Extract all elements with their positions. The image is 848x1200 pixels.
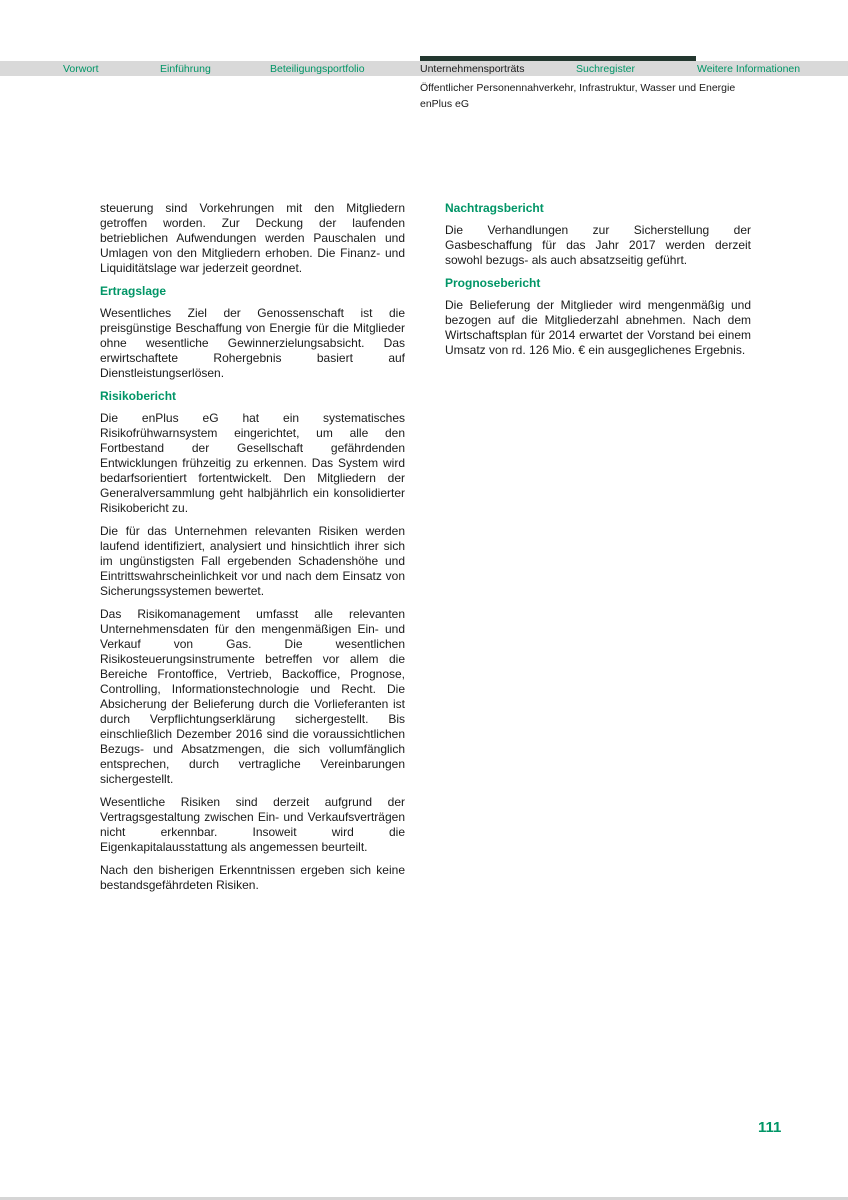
paragraph-ertragslage: Wesentliches Ziel der Genossenschaft ist die preisgünstige Beschaffung von Energie für die Mitglieder ohne wesentliche Gewinnerzielungsabsicht. Das erwirtschaftete Rohergebnis basiert auf Dienstleistungserlösen. bbox=[100, 306, 405, 380]
section-company: enPlus eG bbox=[420, 98, 470, 110]
paragraph-risiko-2: Die für das Unternehmen relevanten Risiken werden laufend identifiziert, analysiert und hinsichtlich ihrer sich im ungünstigsten Fall ergebenden Schadenshöhe und Eintrittswahrscheinlichkeit vor und nach dem Einsatz von Sicherungssystemen bewertet. bbox=[100, 524, 405, 598]
nav-item-unternehmensportraets[interactable]: Unternehmensporträts bbox=[420, 63, 525, 75]
paragraph-risiko-1: Die enPlus eG hat ein systematisches Risikofrühwarnsystem eingerichtet, um alle den Fortbestand der Gesellschaft gefährdenden Entwicklungen frühzeitig zu erkennen. Das System wird bedarfsorientiert fortentwickelt. Den Mitgliedern der Generalversammlung geht halbjährlich ein konsolidierter Risikobericht zu. bbox=[100, 411, 405, 515]
nav-item-suchregister[interactable]: Suchregister bbox=[576, 63, 635, 75]
nav-item-vorwort[interactable]: Vorwort bbox=[63, 63, 99, 75]
heading-ertragslage: Ertragslage bbox=[100, 284, 167, 298]
heading-risikobericht: Risikobericht bbox=[100, 389, 177, 403]
paragraph-risiko-3: Das Risikomanagement umfasst alle relevanten Unternehmensdaten für den mengenmäßigen Ein- und Verkauf von Gas. Die wesentlichen Risikosteuerungsinstrumente betreffen vor allem die Bereiche Frontoffice, Vertrieb, Backoffice, Prognose, Controlling, Informationstechnologie und Recht. Die Absicherung der Belieferung durch die Vorlieferanten ist durch Verpflichtungserklärung sichergestellt. Bis einschließlich Dezember 2016 sind die voraussichtlichen Bezugs- und Absatzmengen, die sich vollumfänglich entsprechen, durch vertragliche Vereinbarungen sichergestellt. bbox=[100, 607, 405, 786]
left-column bbox=[100, 201, 405, 901]
paragraph-risiko-5: Nach den bisherigen Erkenntnissen ergeben sich keine bestandsgefährdeten Risiken. bbox=[100, 863, 405, 892]
page-number: 111 bbox=[758, 1119, 782, 1136]
section-category: Öffentlicher Personennahverkehr, Infrastruktur, Wasser und Energie bbox=[420, 82, 736, 94]
right-column bbox=[445, 201, 751, 366]
nav-item-beteiligungsportfolio[interactable]: Beteiligungsportfolio bbox=[270, 63, 365, 75]
paragraph-prognosebericht: Die Belieferung der Mitglieder wird mengenmäßig und bezogen auf die Mitgliederzahl abnehmen. Nach dem Wirtschaftsplan für 2014 erwartet der Vorstand bei einem Umsatz von rd. 126 Mio. € ein ausgeglichenes Ergebnis. bbox=[445, 298, 751, 357]
paragraph-continuation: steuerung sind Vorkehrungen mit den Mitgliedern getroffen worden. Zur Deckung der laufenden betrieblichen Aufwendungen werden Pauschalen und Umlagen von den Mitgliedern erhoben. Die Finanz- und Liquiditätslage war jederzeit geordnet. bbox=[100, 201, 405, 275]
section-subheader bbox=[420, 80, 735, 112]
paragraph-risiko-4: Wesentliche Risiken sind derzeit aufgrund der Vertragsgestaltung zwischen Ein- und Verkaufsverträgen nicht erkennbar. Insoweit wird die Eigenkapitalausstattung als angemessen beurteilt. bbox=[100, 795, 405, 854]
active-tab-indicator bbox=[420, 56, 696, 61]
nav-item-weitere-informationen[interactable]: Weitere Informationen bbox=[697, 63, 801, 75]
paragraph-nachtragsbericht: Die Verhandlungen zur Sicherstellung der Gasbeschaffung für das Jahr 2017 werden derzeit sowohl bezugs- als auch absatzseitig geführt. bbox=[445, 223, 751, 267]
nav-item-einfuehrung[interactable]: Einführung bbox=[160, 63, 211, 75]
heading-prognosebericht: Prognosebericht bbox=[445, 276, 541, 290]
heading-nachtragsbericht: Nachtragsbericht bbox=[445, 201, 544, 215]
